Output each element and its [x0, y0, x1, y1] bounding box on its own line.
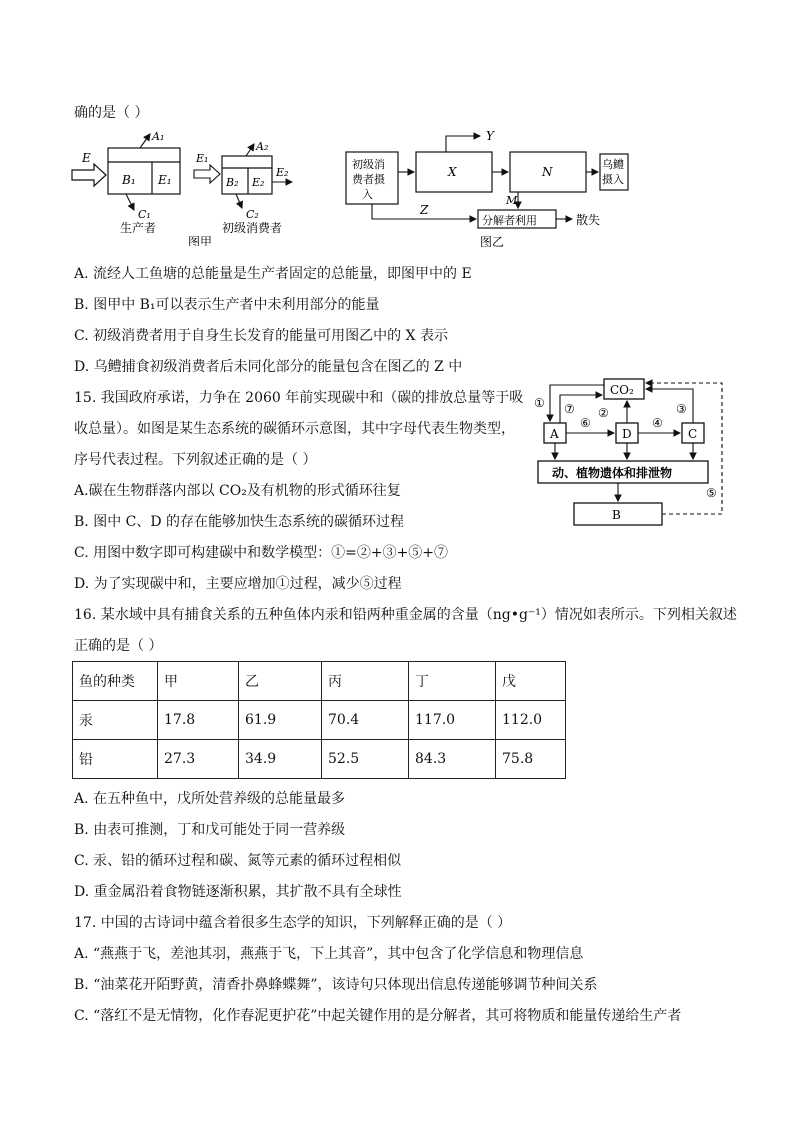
q16-stem-line2: 正确的是（ ） [74, 638, 163, 654]
svg-text:⑤: ⑤ [706, 486, 717, 500]
table-header-cell: 丁 [409, 662, 496, 701]
svg-text:入: 入 [362, 188, 373, 201]
table-header-cell: 鱼的种类 [73, 662, 158, 701]
svg-text:⑥: ⑥ [580, 416, 591, 430]
table-header-row [73, 662, 566, 701]
label-E2b: E₂ [276, 166, 289, 179]
table-cell: 铅 [73, 740, 158, 779]
figure-yi [340, 128, 630, 252]
svg-text:CO₂: CO₂ [610, 383, 634, 397]
q15-option-c: C. 用图中数字即可构建碳中和数学模型：①=②+③+⑤+⑦ [74, 545, 449, 561]
q16-option-c: C. 汞、铅的循环过程和碳、氮等元素的循环过程相似 [74, 853, 402, 869]
q17-stem: 17. 中国的古诗词中蕴含着很多生态学的知识，下列解释正确的是（ ） [74, 915, 512, 931]
table-header-cell: 甲 [158, 662, 239, 701]
svg-text:③: ③ [676, 402, 687, 416]
q16-option-d: D. 重金属沿着食物链逐渐积累，其扩散不具有全球性 [74, 884, 402, 900]
svg-text:A: A [550, 427, 559, 441]
q15-option-d: D. 为了实现碳中和，主要应增加①过程，减少⑤过程 [74, 576, 402, 592]
label-A2: A₂ [256, 140, 269, 153]
table-header-cell: 戊 [496, 662, 566, 701]
table-row [73, 701, 566, 740]
input-arrow [72, 164, 106, 186]
table-row [73, 740, 566, 779]
q14-option-b: B. 图甲中 B₁可以表示生产者中未利用部分的能量 [74, 297, 380, 313]
heavy-metal-table [72, 661, 566, 779]
svg-text:D: D [622, 427, 632, 441]
svg-text:动、植物遗体和排泄物: 动、植物遗体和排泄物 [552, 466, 673, 480]
table-cell: 52.5 [322, 740, 409, 779]
producer-box [108, 148, 180, 194]
table-cell: 112.0 [496, 701, 566, 740]
svg-text:乌鳢: 乌鳢 [602, 158, 624, 171]
svg-text:④: ④ [652, 416, 663, 430]
label-Y: Y [486, 129, 494, 143]
q17-option-a: A. “燕燕于飞，差池其羽，燕燕于飞，下上其音”，其中包含了化学信息和物理信息 [74, 946, 584, 962]
q14-option-a: A. 流经人工鱼塘的总能量是生产者固定的总能量，即图甲中的 E [74, 266, 472, 282]
caption-yi: 图乙 [480, 235, 505, 249]
svg-text:B: B [612, 508, 621, 522]
table-cell: 34.9 [239, 740, 322, 779]
svg-text:⑦: ⑦ [564, 402, 575, 416]
q17-option-c: C. “落红不是无情物，化作春泥更护花”中起关键作用的是分解者，其可将物质和能量传递给生产者 [74, 1008, 682, 1024]
svg-text:摄入: 摄入 [602, 173, 624, 186]
label-E1-in: E₁ [196, 152, 209, 165]
q16-stem-line1: 16. 某水域中具有捕食关系的五种鱼体内汞和铅两种重金属的含量（ng•g⁻¹）情况如表所示。下列相关叙述 [74, 607, 737, 623]
label-X: X [448, 165, 457, 179]
q15-option-b: B. 图中 C、D 的存在能够加快生态系统的碳循环过程 [74, 514, 405, 530]
table-header-cell: 乙 [239, 662, 322, 701]
q14-option-d: D. 乌鳢捕食初级消费者后未同化部分的能量包含在图乙的 Z 中 [74, 359, 463, 375]
table-cell: 汞 [73, 701, 158, 740]
label-E1: E₁ [158, 173, 172, 187]
label-C2: C₂ [246, 208, 259, 221]
loss-label: 散失 [576, 213, 601, 227]
svg-text:②: ② [598, 406, 609, 420]
label-E: E [82, 151, 91, 165]
q16-option-b: B. 由表可推测，丁和戊可能处于同一营养级 [74, 822, 346, 838]
figure-jia [70, 128, 320, 246]
label-B2: B₂ [226, 176, 239, 189]
svg-text:费者摄: 费者摄 [352, 173, 385, 186]
producer-label: 生产者 [120, 221, 157, 235]
q15-option-a: A.碳在生物群落内部以 CO₂及有机物的形式循环往复 [74, 483, 401, 499]
label-A1: A₁ [152, 130, 165, 143]
q15-stem-line2: 收总量）。如图是某生态系统的碳循环示意图，其中字母代表生物类型， [74, 421, 515, 437]
table-cell: 27.3 [158, 740, 239, 779]
q15-stem-line1: 15. 我国政府承诺，力争在 2060 年前实现碳中和（碳的排放总量等于吸 [74, 390, 524, 406]
carbon-cycle-diagram [528, 375, 728, 530]
q16-option-a: A. 在五种鱼中，戊所处营养级的总能量最多 [74, 791, 346, 807]
table-header-cell: 丙 [322, 662, 409, 701]
svg-text:①: ① [534, 396, 545, 410]
q17-option-b: B. “油菜花开陌野黄，清香扑鼻蜂蝶舞”，该诗句只体现出信息传递能够调节种间关系 [74, 977, 598, 993]
table-cell: 61.9 [239, 701, 322, 740]
caption-jia: 图甲 [188, 235, 213, 246]
consumer-label: 初级消费者 [222, 221, 283, 235]
label-E2a: E₂ [252, 176, 265, 189]
table-cell: 117.0 [409, 701, 496, 740]
svg-text:初级消: 初级消 [352, 158, 385, 171]
label-M: M [506, 194, 518, 207]
table-cell: 75.8 [496, 740, 566, 779]
table-cell: 70.4 [322, 701, 409, 740]
svg-text:C: C [688, 427, 698, 441]
q14-option-c: C. 初级消费者用于自身生长发育的能量可用图乙中的 X 表示 [74, 328, 448, 344]
q15-stem-line3: 序号代表过程。下列叙述正确的是（ ） [74, 452, 317, 468]
label-N: N [542, 165, 553, 179]
decomposer-label: 分解者利用 [482, 214, 537, 227]
label-Z: Z [420, 203, 429, 217]
label-C1: C₁ [138, 208, 151, 221]
label-B1: B₁ [122, 173, 136, 187]
table-cell: 17.8 [158, 701, 239, 740]
table-cell: 84.3 [409, 740, 496, 779]
q14-intro: 确的是（ ） [74, 105, 149, 121]
